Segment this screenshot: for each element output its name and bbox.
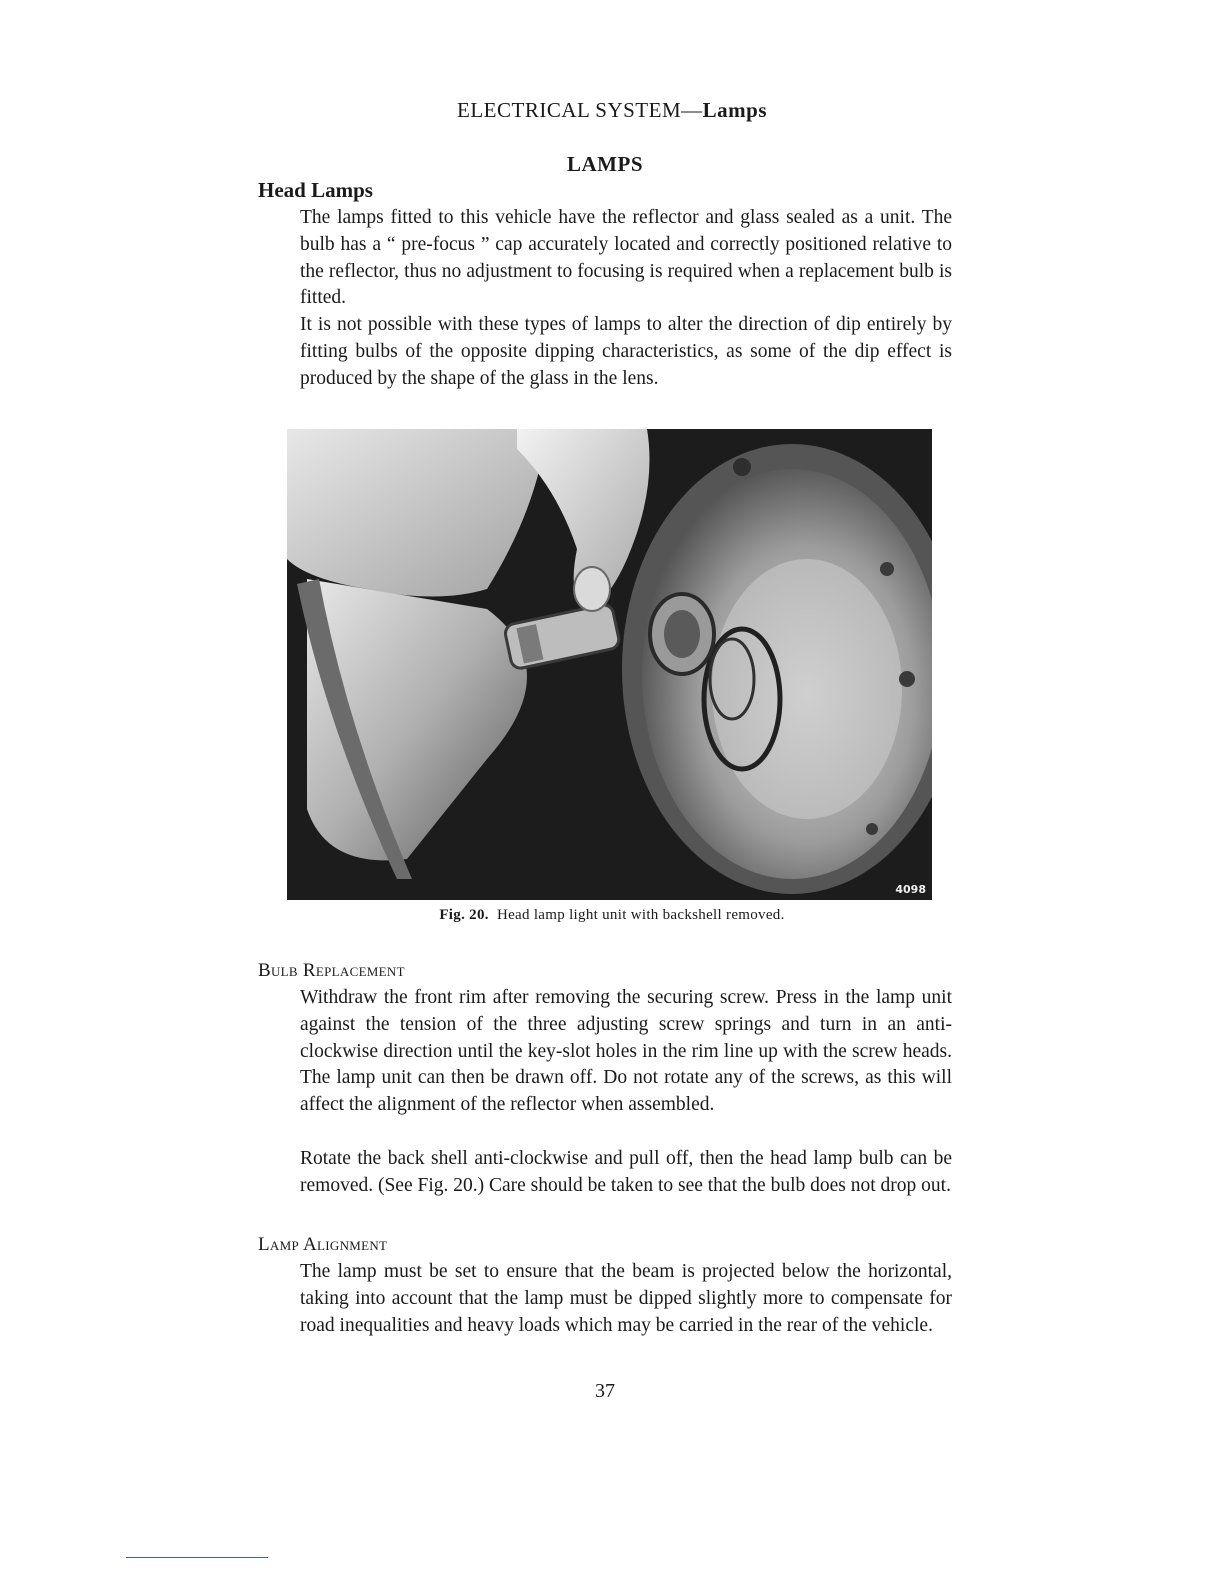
- photo-number: 4098: [895, 883, 926, 896]
- figure-label: Fig. 20.: [439, 907, 489, 923]
- lamp-alignment-heading: Lamp Alignment: [258, 1234, 388, 1255]
- bulb-replacement-paragraph-1: Withdraw the front rim after removing the securing screw. Press in the lamp unit against the tension of the three adjusting screw springs and turn in an anti-clockwise direction until the key-slot holes in the rim line up with the screw heads. The lamp unit can then be drawn off. Do not rotate any of the screws, as this will affect the alignment of the reflector when assembled.: [300, 987, 952, 1116]
- head-lamp-illustration: [287, 429, 932, 900]
- figure-caption: [0, 907, 1224, 924]
- running-header-section: ELECTRICAL SYSTEM—: [457, 98, 703, 122]
- running-header-subject: Lamps: [702, 98, 767, 122]
- page-number: 37: [595, 1380, 615, 1402]
- head-lamps-heading: Head Lamps: [258, 178, 373, 202]
- running-header: [0, 98, 1224, 123]
- head-lamps-paragraph-2: It is not possible with these types of lamps to alter the direction of dip entirely by fitting bulbs of the opposite dipping characteristics, as some of the dip effect is produced by the shape of the glass in the lens.: [300, 314, 952, 389]
- page-title: LAMPS: [567, 152, 643, 176]
- figure-caption-text: Head lamp light unit with backshell removed.: [496, 907, 785, 923]
- footnote-rule: [126, 1557, 268, 1558]
- head-lamps-paragraph-1: The lamps fitted to this vehicle have the reflector and glass sealed as a unit. The bulb has a “ pre-focus ” cap accurately located and correctly positioned relative to the reflector, thus no adjustment to focusing is required when a replacement bulb is fitted.: [300, 207, 952, 309]
- lamp-alignment-paragraph-1: The lamp must be set to ensure that the beam is projected below the horizontal, taking into account that the lamp must be dipped slightly more to compensate for road inequalities and heavy loads which may be carried in the rear of the vehicle.: [300, 1261, 952, 1336]
- bulb-replacement-heading: Bulb Replacement: [258, 960, 405, 981]
- bulb-replacement-paragraph-2: Rotate the back shell anti-clockwise and pull off, then the head lamp bulb can be removed. (See Fig. 20.) Care should be taken to see that the bulb does not drop out.: [300, 1148, 952, 1196]
- head-lamp-photo: [287, 429, 932, 900]
